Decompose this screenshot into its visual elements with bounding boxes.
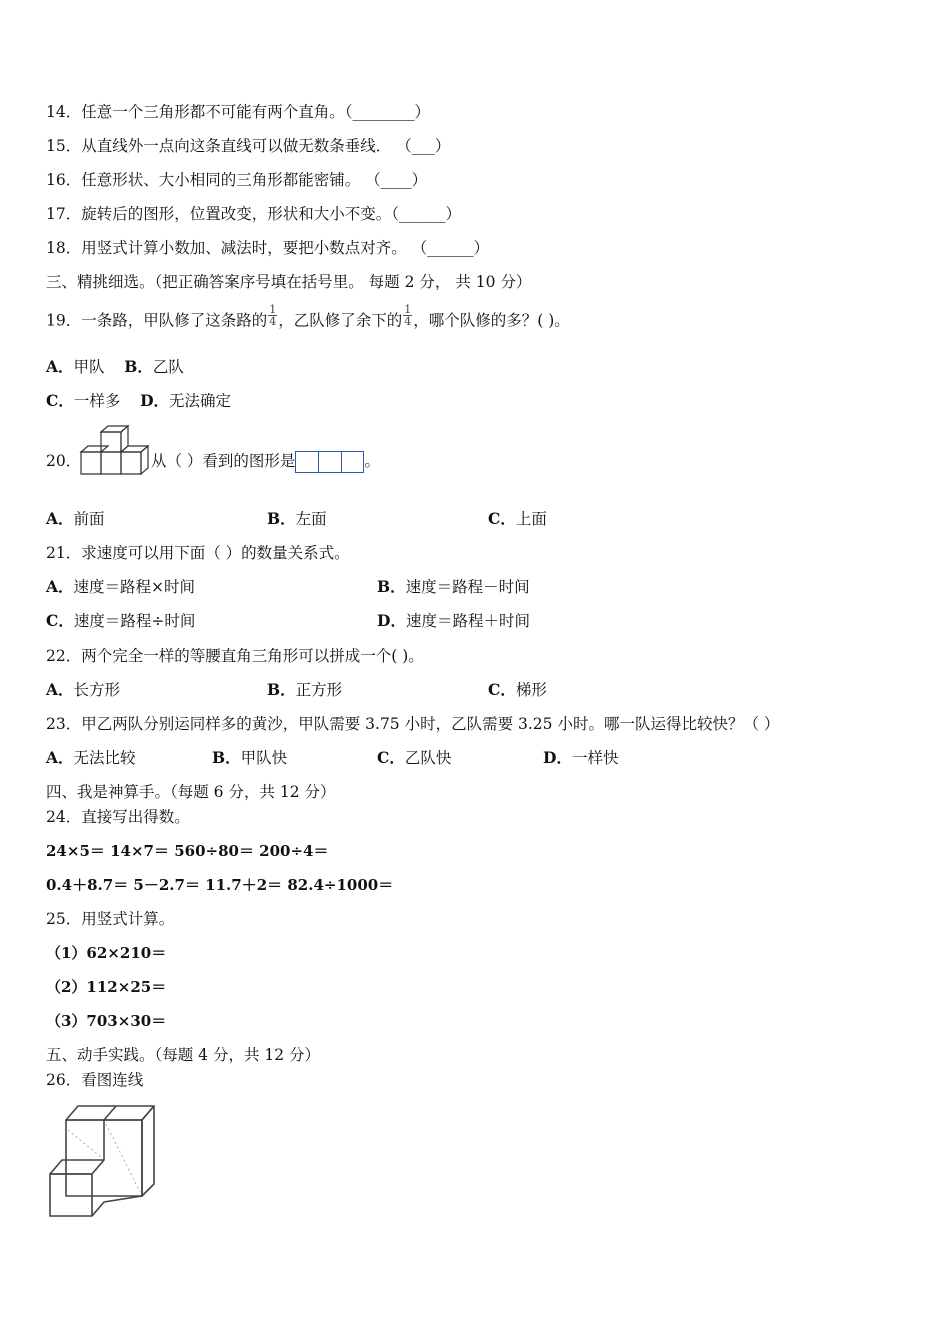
q25-item-2: （2）112×25＝: [46, 978, 167, 996]
option-key: A．: [46, 680, 74, 699]
fraction-one-quarter: [268, 304, 277, 327]
question-23: 23．甲乙两队分别运同样多的黄沙，甲队需要 3.75 小时，乙队需要 3.25 小时。哪一队运得比较快？（ ）: [46, 715, 780, 733]
option-text: 左面: [295, 510, 327, 528]
q21-option-a: [46, 577, 195, 597]
q19-option-a-text: 甲队: [73, 358, 105, 376]
q19-part-a: 19．一条路，甲队修了这条路的: [46, 311, 268, 330]
fraction-one-quarter-2: [403, 304, 412, 327]
q19-option-a-key: A．: [46, 357, 74, 376]
q24-calc-row1: 24×5＝ 14×7＝ 560÷80＝ 200÷4＝: [46, 842, 329, 860]
q21-option-b: [377, 577, 530, 597]
q22-option-b: [267, 680, 342, 700]
q19-option-d-key: D．: [140, 391, 170, 410]
question-26: 26．看图连线: [46, 1071, 144, 1089]
q21-option-d: [377, 611, 530, 631]
question-21: 21．求速度可以用下面（ ）的数量关系式。: [46, 544, 350, 562]
option-key: B．: [377, 577, 406, 596]
block-figure: [44, 1100, 160, 1222]
q23-option-a: [46, 748, 136, 768]
question-17: 17．旋转后的图形，位置改变，形状和大小不变。（______）: [46, 205, 461, 223]
option-key: A．: [46, 509, 74, 528]
q20-option-c: [488, 509, 547, 529]
q19-option-b-key: B．: [124, 357, 153, 376]
question-24: 24．直接写出得数。: [46, 808, 190, 826]
option-key: C．: [488, 680, 516, 699]
q20-option-b: [267, 509, 327, 529]
option-text: 一样快: [571, 749, 619, 767]
q21-option-c: [46, 611, 195, 631]
option-text: 乙队快: [404, 749, 452, 767]
section-4-title: 四、我是神算手。（每题 6 分，共 12 分）: [46, 783, 336, 801]
option-key: D．: [543, 748, 572, 767]
fraction-numerator: 1: [269, 303, 277, 316]
option-key: C．: [46, 611, 74, 630]
three-squares-figure: [295, 451, 364, 473]
q22-option-a: [46, 680, 120, 700]
option-key: B．: [212, 748, 241, 767]
option-text: 前面: [73, 510, 105, 528]
q19-part-b: ，乙队修了余下的: [278, 311, 403, 330]
fraction-denominator: 4: [269, 315, 277, 328]
question-15: 15．从直线外一点向这条直线可以做无数条垂线． （___）: [46, 137, 451, 155]
option-key: D．: [377, 611, 406, 630]
q19-options-row2: [46, 391, 231, 411]
q23-option-b: [212, 748, 287, 768]
cube-stack-figure: [79, 424, 151, 476]
q23-option-d: [543, 748, 618, 768]
q23-option-c: [377, 748, 451, 768]
question-20-number: 20．: [46, 452, 82, 470]
option-key: B．: [267, 509, 296, 528]
option-key: B．: [267, 680, 296, 699]
q19-option-c-key: C．: [46, 391, 74, 410]
option-text: 上面: [515, 510, 547, 528]
section-5-title: 五、动手实践。（每题 4 分，共 12 分）: [46, 1046, 321, 1064]
option-key: A．: [46, 748, 74, 767]
option-text: 速度＝路程＋时间: [405, 612, 530, 630]
option-text: 速度＝路程÷时间: [73, 612, 196, 630]
option-key: C．: [488, 509, 516, 528]
question-22: 22．两个完全一样的等腰直角三角形可以拼成一个( )。: [46, 647, 424, 665]
option-text: 梯形: [515, 681, 547, 699]
q22-option-c: [488, 680, 547, 700]
q19-option-b-text: 乙队: [152, 358, 184, 376]
question-25: 25．用竖式计算。: [46, 910, 175, 928]
q19-option-c-text: 一样多: [73, 392, 121, 410]
fraction-numerator-2: 1: [404, 303, 412, 316]
q19-part-c: ，哪个队修的多？( )。: [413, 311, 570, 330]
q19-option-d-text: 无法确定: [169, 392, 232, 410]
option-text: 速度＝路程×时间: [73, 578, 196, 596]
option-text: 正方形: [295, 681, 343, 699]
question-16: 16．任意形状、大小相同的三角形都能密铺。 （____）: [46, 171, 428, 189]
option-key: C．: [377, 748, 405, 767]
option-text: 长方形: [73, 681, 121, 699]
option-text: 甲队快: [240, 749, 288, 767]
q20-end: 。: [364, 452, 380, 470]
q24-calc-row2: 0.4＋8.7＝ 5－2.7＝ 11.7＋2＝ 82.4÷1000＝: [46, 876, 394, 894]
option-text: 速度＝路程－时间: [405, 578, 530, 596]
q25-item-3: （3）703×30＝: [46, 1012, 167, 1030]
question-19: [46, 303, 570, 333]
fraction-denominator-2: 4: [404, 315, 412, 328]
question-20-text: [151, 451, 380, 473]
section-3-title: 三、精挑细选。（把正确答案序号填在括号里。 每题 2 分， 共 10 分）: [46, 273, 532, 291]
q20-text: 从（ ）看到的图形是: [151, 452, 296, 470]
q25-item-1: （1）62×210＝: [46, 944, 167, 962]
question-18: 18．用竖式计算小数加、减法时，要把小数点对齐。 （______）: [46, 239, 490, 257]
q20-option-a: [46, 509, 105, 529]
q19-options-row1: [46, 357, 184, 377]
question-14: 14．任意一个三角形都不可能有两个直角。（________）: [46, 103, 430, 121]
option-key: A．: [46, 577, 74, 596]
option-text: 无法比较: [73, 749, 136, 767]
